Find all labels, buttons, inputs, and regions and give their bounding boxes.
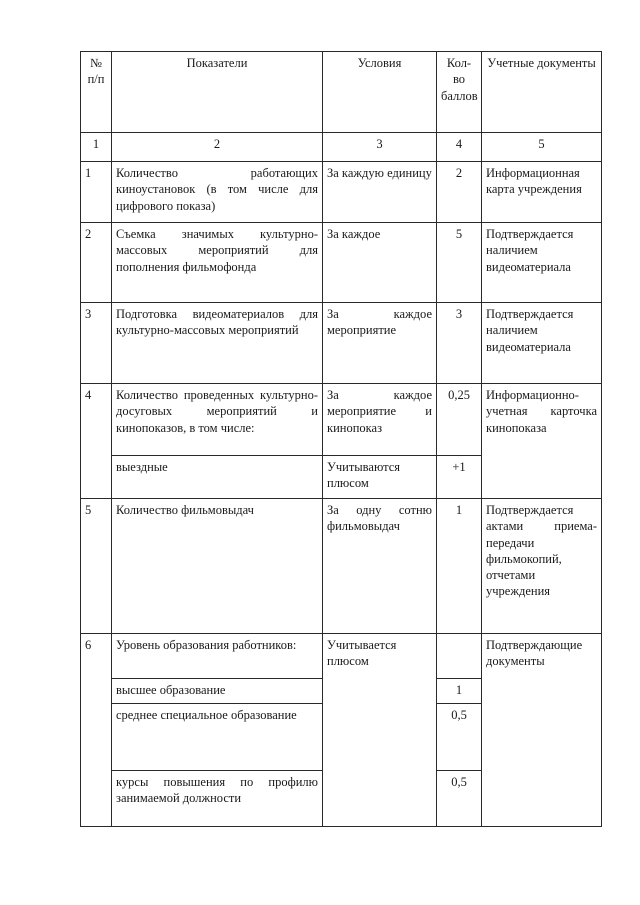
row-indicator: Количество работающих киноустановок (в том числе для цифрового показа)	[112, 162, 323, 223]
row-points: 3	[437, 303, 482, 384]
column-number: 5	[482, 133, 602, 162]
row-condition: Учитывается плюсом	[323, 634, 437, 827]
column-number: 3	[323, 133, 437, 162]
row-points: 0,25	[437, 384, 482, 456]
header-documents: Учетные документы	[482, 52, 602, 133]
row-document: Подтверждающие документы	[482, 634, 602, 827]
column-number: 2	[112, 133, 323, 162]
table-row	[81, 223, 602, 303]
row-sub-points: 1	[437, 679, 482, 704]
header-indicators: Показатели	[112, 52, 323, 133]
row-points: 1	[437, 499, 482, 634]
row-condition: За каждое	[323, 223, 437, 303]
row-sub-points: +1	[437, 456, 482, 499]
header-points: Кол-во баллов	[437, 52, 482, 133]
column-number: 1	[81, 133, 112, 162]
row-points: 5	[437, 223, 482, 303]
row-number: 1	[81, 162, 112, 223]
row-condition: За каждую единицу	[323, 162, 437, 223]
row-number: 4	[81, 384, 112, 499]
table-row	[81, 499, 602, 634]
row-indicator: Подготовка видеоматериалов для культурно-массовых мероприятий	[112, 303, 323, 384]
row-number: 2	[81, 223, 112, 303]
row-sub-points: 0,5	[437, 771, 482, 827]
column-number: 4	[437, 133, 482, 162]
row-indicator: Съемка значимых культурно-массовых мероприятий для пополнения фильмофонда	[112, 223, 323, 303]
row-number: 6	[81, 634, 112, 827]
header-num: № п/п	[81, 52, 112, 133]
row-number: 3	[81, 303, 112, 384]
row-points	[437, 634, 482, 679]
row-indicator: Количество фильмовыдач	[112, 499, 323, 634]
row-document: Информационная карта учреждения	[482, 162, 602, 223]
table-row	[81, 162, 602, 223]
table-row	[81, 384, 602, 456]
row-sub-indicator: курсы повышения по профилю занимаемой должности	[112, 771, 323, 827]
column-numbers-row	[81, 133, 602, 162]
row-document: Подтверждается наличием видеоматериала	[482, 303, 602, 384]
row-document: Подтверждается наличием видеоматериала	[482, 223, 602, 303]
table-header-row	[81, 52, 602, 133]
row-sub-condition: Учитываются плюсом	[323, 456, 437, 499]
row-sub-indicator: среднее специальное образование	[112, 704, 323, 771]
row-condition: За одну сотню фильмовыдач	[323, 499, 437, 634]
row-indicator: Уровень образования работников:	[112, 634, 323, 679]
indicators-table	[80, 51, 602, 827]
row-sub-indicator: выездные	[112, 456, 323, 499]
row-sub-indicator: высшее образование	[112, 679, 323, 704]
table-row	[81, 303, 602, 384]
table-row	[81, 634, 602, 679]
row-points: 2	[437, 162, 482, 223]
row-document: Информационно-учетная карточка кинопоказа	[482, 384, 602, 499]
row-document: Подтверждается актами приема-передачи фильмокопий, отчетами учреждения	[482, 499, 602, 634]
row-condition: За каждое мероприятие и кинопоказ	[323, 384, 437, 456]
row-indicator: Количество проведенных культурно-досуговых мероприятий и кинопоказов, в том числе:	[112, 384, 323, 456]
header-conditions: Условия	[323, 52, 437, 133]
row-condition: За каждое мероприятие	[323, 303, 437, 384]
row-sub-points: 0,5	[437, 704, 482, 771]
row-number: 5	[81, 499, 112, 634]
